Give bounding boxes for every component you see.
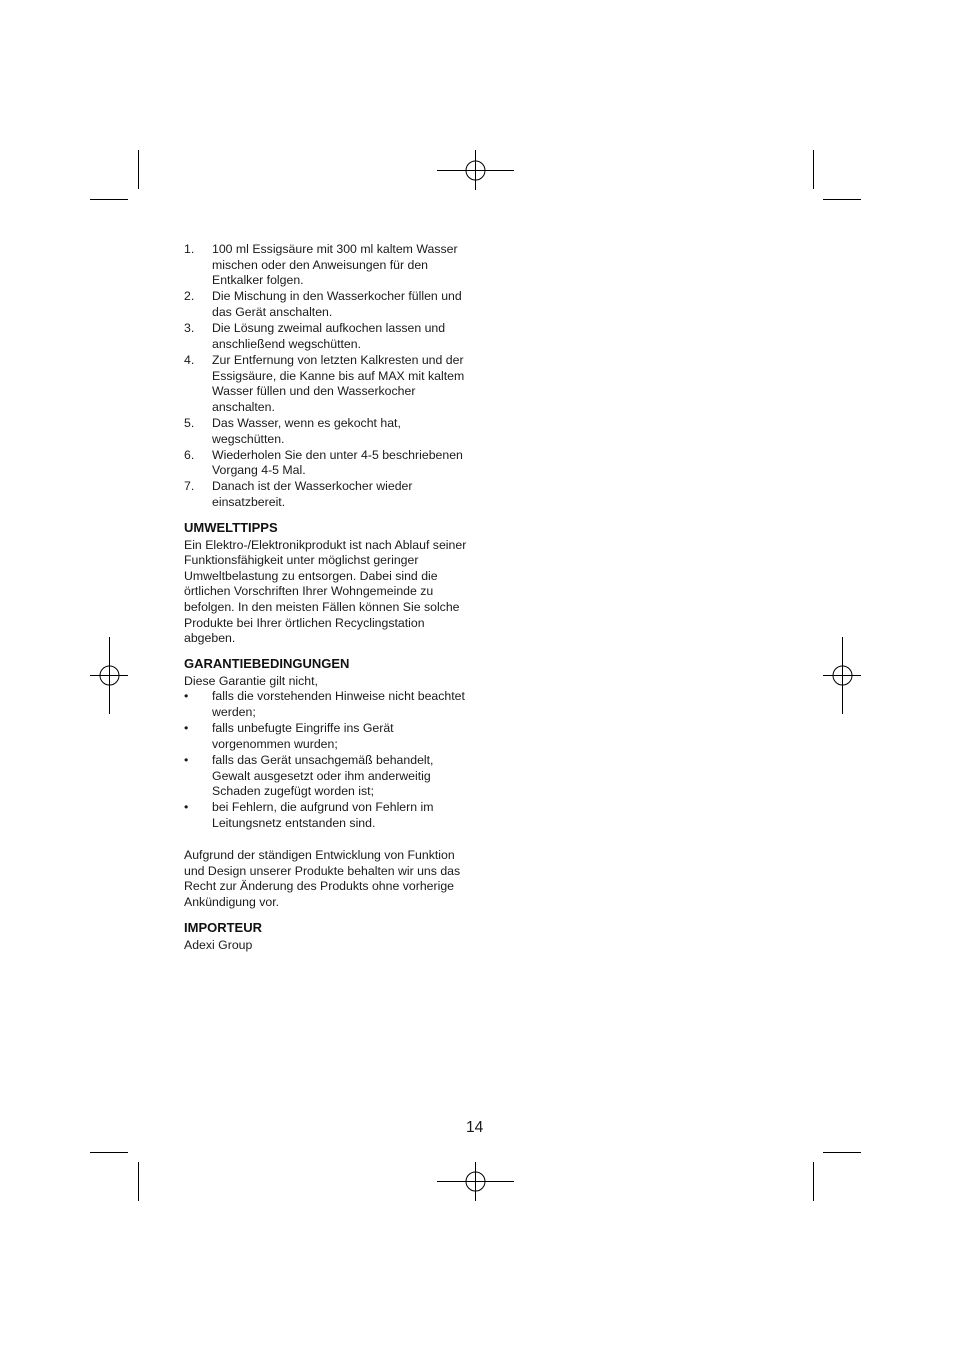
warranty-heading: GARANTIEBEDINGUNGEN [184,655,350,671]
step-text: Danach ist der Wasserkocher wieder einsatzbereit. [212,479,413,510]
list-item: 7. Danach ist der Wasserkocher wieder einsatzbereit. [184,479,413,510]
spacer [184,832,474,848]
environment-text: Ein Elektro-/Elektronikprodukt ist nach Ablauf seiner Funktionsfähigkeit unter möglichst geringer Umweltbelastung zu entsorgen. Dabei sind die örtlichen Vorschriften Ihrer Wohngemeinde zu befolgen. In den meisten Fällen können Sie solche Produkte bei Ihrer örtlichen Recyclingstation abgeben. [184,537,467,646]
page-content [184,242,474,953]
warranty-exclusions-list [184,689,474,831]
registration-mark-bottom [437,1162,514,1201]
step-text: Die Lösung zweimal aufkochen lassen und anschließend wegschütten. [212,321,446,351]
warranty-note: Aufgrund der ständigen Entwicklung von Funktion und Design unserer Produkte behalten wir uns das Recht zur Änderung des Produkts ohne vorherige Ankündigung vor. [184,848,461,909]
registration-mark-right [823,637,861,714]
page-number: 14 [466,1119,484,1136]
list-item: • falls das Gerät unsachgemäß behandelt, Gewalt ausgesetzt oder ihm anderweitig Schaden zugefügt worden ist; [184,752,434,799]
list-item: • falls unbefugte Eingriffe ins Gerät vorgenommen wurden; [184,721,394,751]
step-text: Zur Entfernung von letzten Kalkresten und der Essigsäure, die Kanne bis auf MAX mit kaltem Wasser füllen und den Wasserkocher anschalten. [212,352,465,414]
list-item: • bei Fehlern, die aufgrund von Fehlern im Leitungsnetz entstanden sind. [184,800,434,830]
descaling-steps-list [184,242,474,511]
list-item: 5. Das Wasser, wenn es gekocht hat, wegschütten. [184,415,401,446]
step-text: Wiederholen Sie den unter 4-5 beschriebenen Vorgang 4-5 Mal. [212,447,463,478]
list-item: 2. Die Mischung in den Wasserkocher füllen und das Gerät anschalten. [184,289,462,319]
bullet-icon: • [184,800,189,815]
step-text: 100 ml Essigsäure mit 300 ml kaltem Wasser mischen oder den Anweisungen für den Entkalker folgen. [212,242,458,288]
list-item: • falls die vorstehenden Hinweise nicht beachtet werden; [184,689,465,719]
importer-name: Adexi Group [184,937,253,952]
registration-mark-top [437,150,514,190]
list-item: 3. Die Lösung zweimal aufkochen lassen und anschließend wegschütten. [184,321,446,351]
list-item: 1. 100 ml Essigsäure mit 300 ml kaltem Wasser mischen oder den Anweisungen für den Entkalker folgen. [184,242,458,288]
warranty-intro: Diese Garantie gilt nicht, [184,673,318,688]
list-item: 4. Zur Entfernung von letzten Kalkresten und der Essigsäure, die Kanne bis auf MAX mit kaltem Wasser füllen und den Wasserkocher anschalten. [184,352,465,414]
step-text: Die Mischung in den Wasserkocher füllen und das Gerät anschalten. [212,289,462,319]
importer-heading: IMPORTEUR [184,919,262,935]
step-text: Das Wasser, wenn es gekocht hat, wegschütten. [212,415,401,446]
registration-mark-left [90,637,128,714]
list-item: 6. Wiederholen Sie den unter 4-5 beschriebenen Vorgang 4-5 Mal. [184,447,463,478]
bullet-icon: • [184,752,189,767]
bullet-icon: • [184,721,189,736]
environment-heading: UMWELTTIPPS [184,519,278,535]
bullet-icon: • [184,689,189,704]
